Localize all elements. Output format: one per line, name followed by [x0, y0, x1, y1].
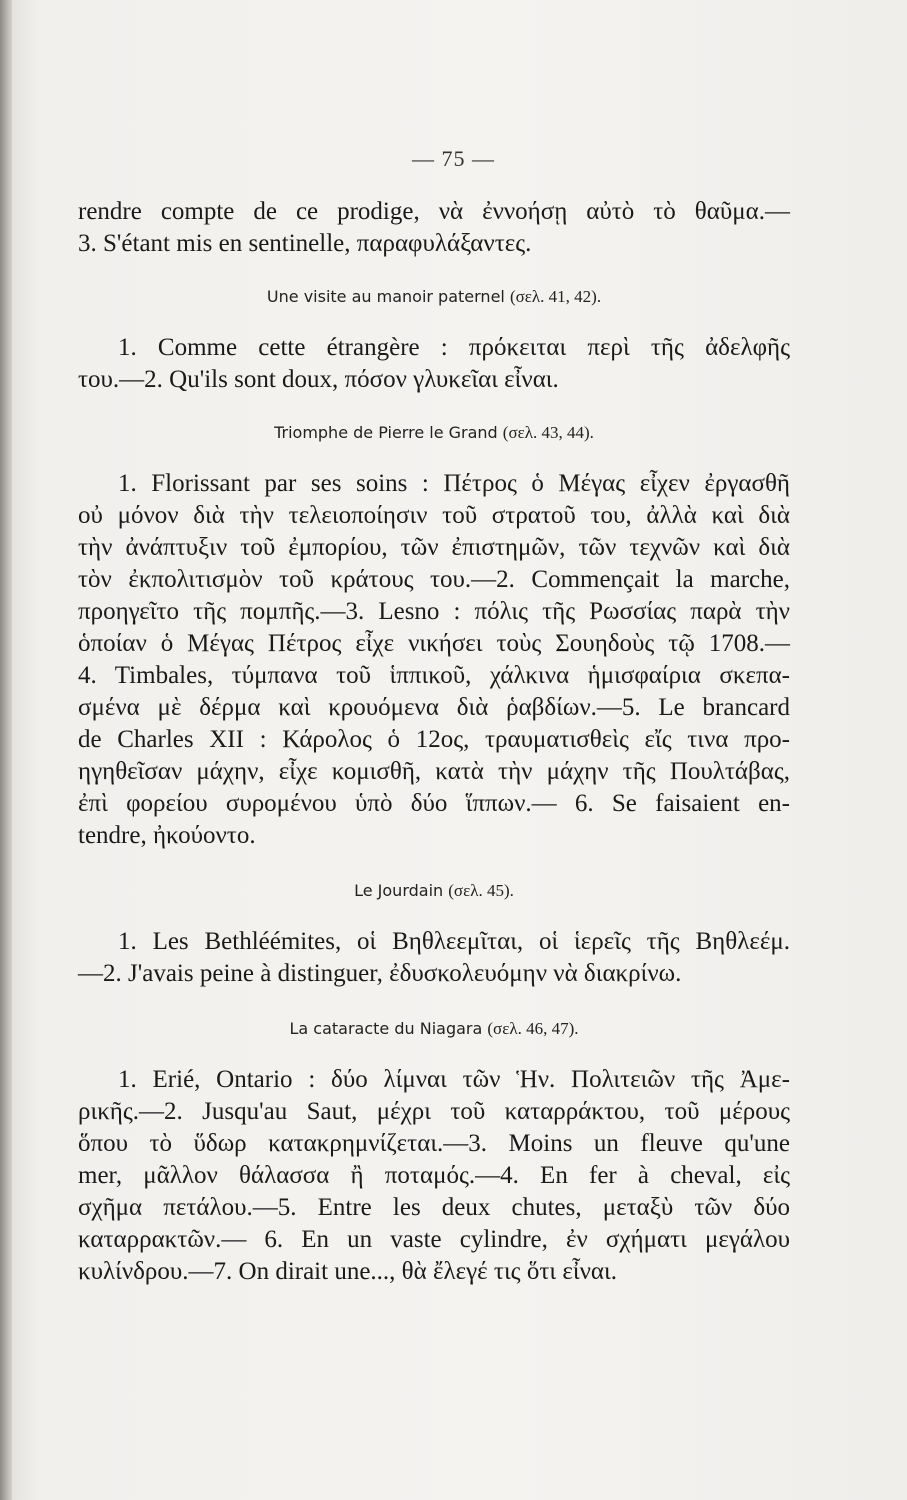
text-line: κυλίνδρου.—7. On dirait une..., θὰ ἔλεγέ τις ὅτι εἶναι. [78, 1258, 617, 1285]
text-line: ὁποίαν ὁ Μέγας Πέτρος εἶχε νικήσει τοὺς Σουηδοὺς τῷ 1708.— [78, 630, 790, 657]
text-line: προηγεῖτο τῆς πομπῆς.—3. Lesno : πόλις τῆς Ρωσσίας παρὰ τὴν [78, 598, 790, 625]
section-heading [78, 418, 790, 448]
text-line: —2. J'avais peine à distinguer, ἐδυσκολευόμην νὰ διακρίνω. [78, 960, 682, 987]
section-heading [78, 282, 790, 312]
text-line: τὸν ἐκπολιτισμὸν τοῦ κράτους του.—2. Commençait la marche, [78, 566, 790, 593]
text-line: 1. Florissant par ses soins : Πέτρος ὁ Μέγας εἶχεν ἐργασθῆ [118, 470, 790, 497]
text-line: 3. S'étant mis en sentinelle, παραφυλάξαντες. [78, 230, 532, 257]
text-line: ὅπου τὸ ὕδωρ κατακρημνίζεται.—3. Moins un fleuve qu'une [78, 1130, 790, 1157]
heading-title: La cataracte du Niagara [289, 1019, 483, 1038]
section-niagara [78, 1014, 790, 1288]
section-heading [78, 876, 790, 906]
section-jourdain [78, 876, 790, 990]
text-line: σμένα μὲ δέρμα καὶ κρουόμενα διὰ ῥαβδίων.—5. Le brancard [78, 694, 790, 721]
text-line: 4. Timbales, τύμπανα τοῦ ἱππικοῦ, χάλκινα ἡμισφαίρια σκεπα- [78, 662, 790, 689]
binding-edge [0, 0, 12, 1500]
text-line: καταρρακτῶν.— 6. En un vaste cylindre, ἐν σχήματι μεγάλου [78, 1226, 790, 1253]
heading-ref: (σελ. 46, 47). [487, 1019, 579, 1038]
text-line: de Charles XII : Κάρολος ὁ 12ος, τραυματισθεὶς εἴς τινα προ- [78, 726, 790, 753]
section-pierre-le-grand [78, 418, 790, 852]
text-line: mer, μᾶλλον θάλασσα ἢ ποταμός.—4. En fer à cheval, εἰς [78, 1162, 790, 1189]
text-line: ρικῆς.—2. Jusqu'au Saut, μέχρι τοῦ καταρράκτου, τοῦ μέρους [78, 1098, 790, 1125]
text-line: τὴν ἀνάπτυξιν τοῦ ἐμπορίου, τῶν ἐπιστημῶν, τῶν τεχνῶν καὶ διὰ [78, 534, 790, 561]
heading-ref: (σελ. 41, 42). [509, 287, 602, 306]
text-line: tendre, ἠκούοντο. [78, 822, 256, 849]
text-line: ηγηθεῖσαν μάχην, εἶχε κομισθῆ, κατὰ τὴν μάχην τῆς Πουλτάβας, [78, 758, 790, 785]
heading-title: Une visite au manoir paternel [266, 287, 505, 306]
text-block [78, 196, 790, 1288]
text-line: ἐπὶ φορείου συρομένου ὑπὸ δύο ἵππων.— 6. Se faisaient en- [78, 790, 790, 817]
text-line: 1. Erié, Ontario : δύο λίμναι τῶν Ἡν. Πολιτειῶν τῆς Ἀμε- [118, 1066, 790, 1093]
heading-title: Le Jourdain [354, 881, 444, 900]
text-line: 1. Les Bethléémites, οἱ Βηθλεεμῖται, οἱ ἱερεῖς τῆς Βηθλεέμ. [118, 928, 790, 955]
page-number: — 75 — [412, 146, 495, 171]
heading-title: Triomphe de Pierre le Grand [274, 423, 498, 442]
text-line: σχῆμα πετάλου.—5. Entre les deux chutes, μεταξὺ τῶν δύο [78, 1194, 790, 1221]
text-line: του.—2. Qu'ils sont doux, πόσον γλυκεῖαι εἶναι. [78, 366, 559, 393]
heading-ref: (σελ. 43, 44). [502, 423, 594, 442]
text-line: οὐ μόνον διὰ τὴν τελειοποίησιν τοῦ στρατοῦ του, ἀλλὰ καὶ διὰ [78, 502, 790, 529]
section-manoir-paternel [78, 282, 790, 396]
text-line: rendre compte de ce prodige, νὰ ἐννοήσῃ αὐτὸ τὸ θαῦμα.— [78, 198, 790, 225]
section-continuation [78, 196, 790, 260]
section-heading [78, 1014, 790, 1044]
heading-ref: (σελ. 45). [448, 881, 514, 900]
text-line: 1. Comme cette étrangère : πρόκειται περὶ τῆς ἀδελφῆς [118, 334, 790, 361]
